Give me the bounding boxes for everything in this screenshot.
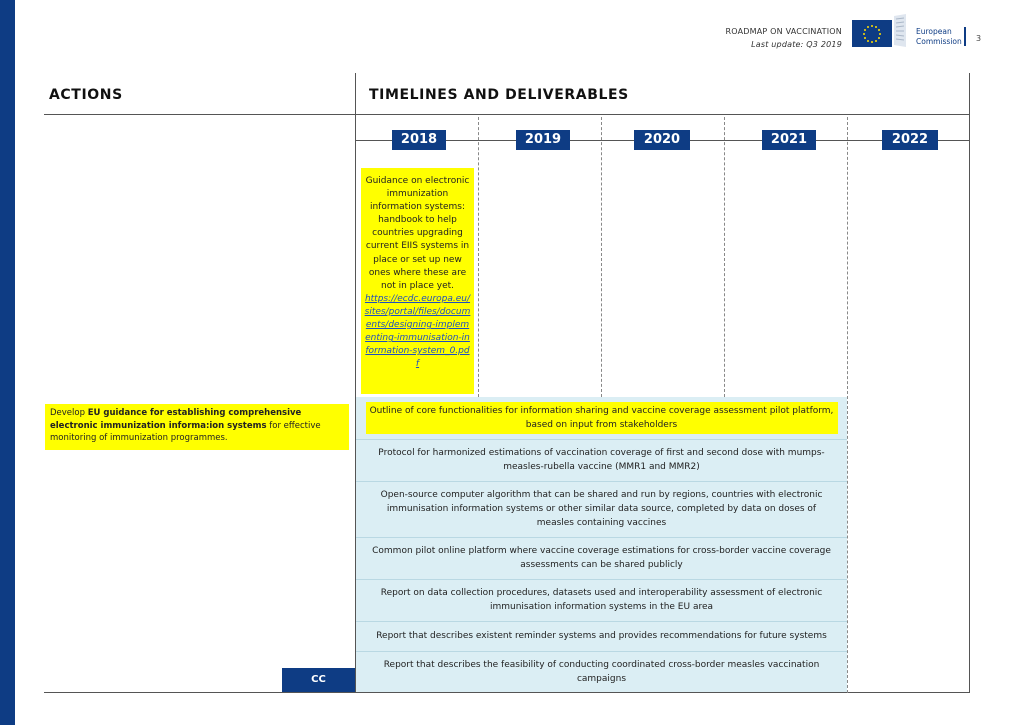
deliverable-item: Common pilot online platform where vaccine coverage estimations for cross-border vaccine coverage assessments can be shared publicly: [372, 546, 831, 570]
action-highlight: EU guidance for establishing comprehensive electronic immunization informa:ion systems: [50, 408, 302, 431]
deliverable-item: Report on data collection procedures, datasets used and interoperability assessment of electronic immunisation information systems in the EU area: [380, 588, 823, 612]
year-separator: [478, 117, 479, 397]
guidance-link[interactable]: https://ecdc.europa.eu/sites/portal/files/documents/designing-implementing-immunisation-information-system_0.pdf: [364, 293, 471, 370]
logo-divider: [964, 27, 966, 46]
deliverable-item: Open-source computer algorithm that can be shared and run by regions, countries with electronic immunisation information systems or other similar data source, completed by data on doses of measles containing vaccines: [380, 490, 823, 528]
commission-logo-text: European Commission: [916, 27, 962, 46]
year-label-2021: 2021: [762, 130, 816, 150]
header-underline: [44, 114, 970, 115]
year-separator: [601, 117, 602, 397]
actions-column-title: ACTIONS: [49, 87, 123, 103]
deliverable-item: Protocol for harmonized estimations of vaccination coverage of first and second dose with mumps-measles-rubella vaccine (MMR1 and MMR2): [378, 448, 825, 472]
year-separator: [847, 117, 848, 693]
deliverable-2018-guidance: [361, 168, 474, 394]
year-label-2022: 2022: [882, 130, 938, 150]
page-number: 3: [976, 34, 982, 43]
last-update: Last update: Q3 2019: [751, 40, 842, 49]
year-label-2019: 2019: [516, 130, 570, 150]
table-bottom-border: [44, 692, 970, 693]
timelines-column-title: TIMELINES AND DELIVERABLES: [369, 87, 629, 103]
document-title: ROADMAP ON VACCINATION: [725, 27, 842, 36]
deliverable-item: Report that describes existent reminder systems and provides recommendations for future systems: [376, 631, 827, 641]
commission-logo-icon: [892, 14, 908, 47]
deliverable-item: Outline of core functionalities for information sharing and vaccine coverage assessment pilot platform, based on input from stakeholders: [369, 406, 834, 430]
guidance-text: Guidance on electronic immunization information systems: handbook to help countries upgrading current EIIS systems in place or set up new ones where these are not in place yet.: [365, 176, 470, 291]
owner-badge-cc: CC: [282, 668, 355, 692]
year-separator: [724, 117, 725, 397]
year-label-2018: 2018: [392, 130, 446, 150]
document-header: [725, 25, 842, 51]
table-right-border: [969, 73, 970, 693]
year-label-2020: 2020: [634, 130, 690, 150]
eu-flag-icon: [852, 20, 892, 47]
deliverable-item: Report that describes the feasibility of conducting coordinated cross-border measles vaccination campaigns: [383, 660, 820, 684]
left-accent-bar: [0, 0, 15, 725]
action-develop-guidance: Develop EU guidance for establishing comprehensive electronic immunization informa:ion systems for effective monitoring of immunization programmes.: [45, 404, 349, 450]
